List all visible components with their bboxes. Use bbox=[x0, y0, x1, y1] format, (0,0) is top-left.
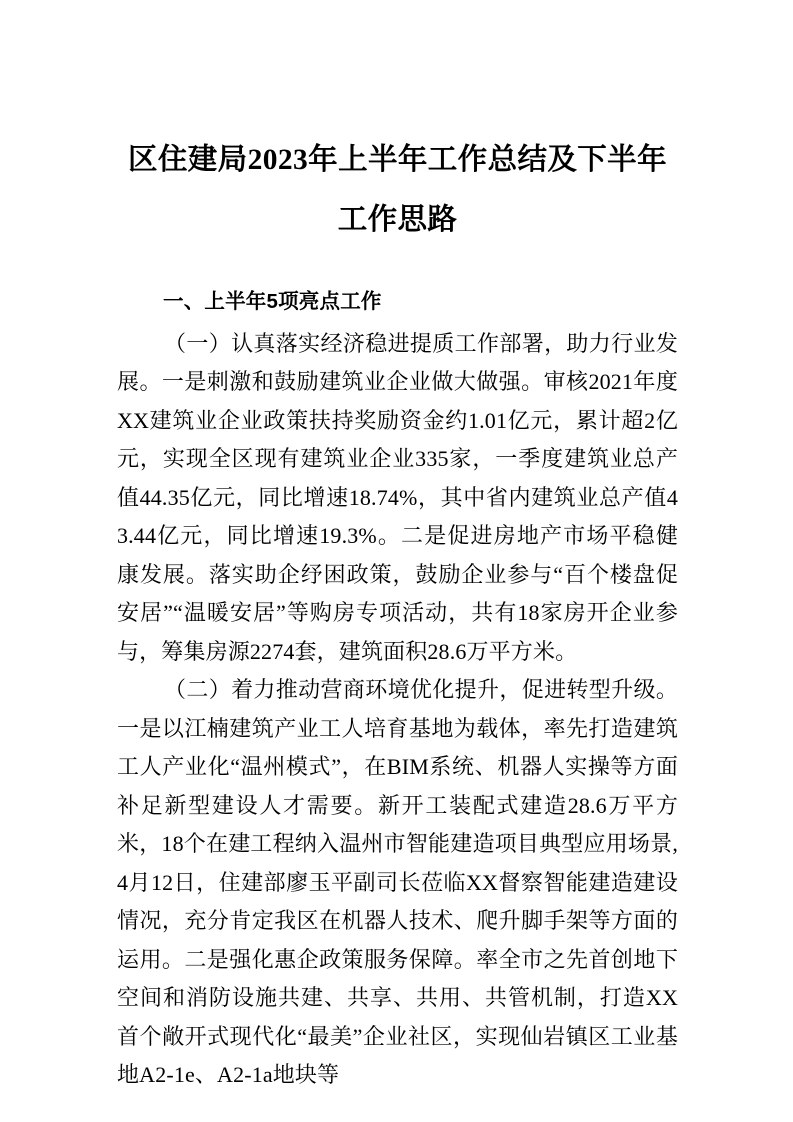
page-title-line-2: 工作思路 bbox=[337, 204, 458, 236]
page-title bbox=[117, 0, 678, 250]
section-1-paragraph-1: （一）认真落实经济稳进提质工作部署，助力行业发展。一是刺激和鼓励建筑业企业做大做强。审核2021年度XX建筑业企业政策扶持奖励资金约1.01亿元，累计超2亿元，实现全区现有建筑业企业335家，一季度建筑业总产值44.35亿元，同比增速18.74%，其中省内建筑业总产值43.44亿元，同比增速19.3%。二是促进房地产市场平稳健康发展。落实助企纾困政策，鼓励企业参与“百个楼盘促安居”“温暖安居”等购房专项活动，共有18家房开企业参与，筹集房源2274套，建筑面积28.6万平方米。 bbox=[117, 330, 678, 664]
section-heading-1: 一、上半年5项亮点工作 bbox=[163, 290, 382, 313]
page-content bbox=[117, 0, 678, 1095]
page-title-line-1: 区住建局2023年上半年工作总结及下半年 bbox=[127, 144, 667, 176]
section-1-paragraph-2: （二）着力推动营商环境优化提升，促进转型升级。一是以江楠建筑产业工人培育基地为载体，率先打造建筑工人产业化“温州模式”，在BIM系统、机器人实操等方面补足新型建设人才需要。新开工装配式建造28.6万平方米，18个在建工程纳入温州市智能建造项目典型应用场景,4月12日，住建部廖玉平副司长莅临XX督察智能建造建设情况，充分肯定我区在机器人技术、爬升脚手架等方面的运用。二是强化惠企政策服务保障。率全市之先首创地下空间和消防设施共建、共享、共用、共管机制，打造XX首个敞开式现代化“最美”企业社区，实现仙岩镇区工业基地A2-1e、A2-1a地块等 bbox=[117, 677, 678, 1087]
